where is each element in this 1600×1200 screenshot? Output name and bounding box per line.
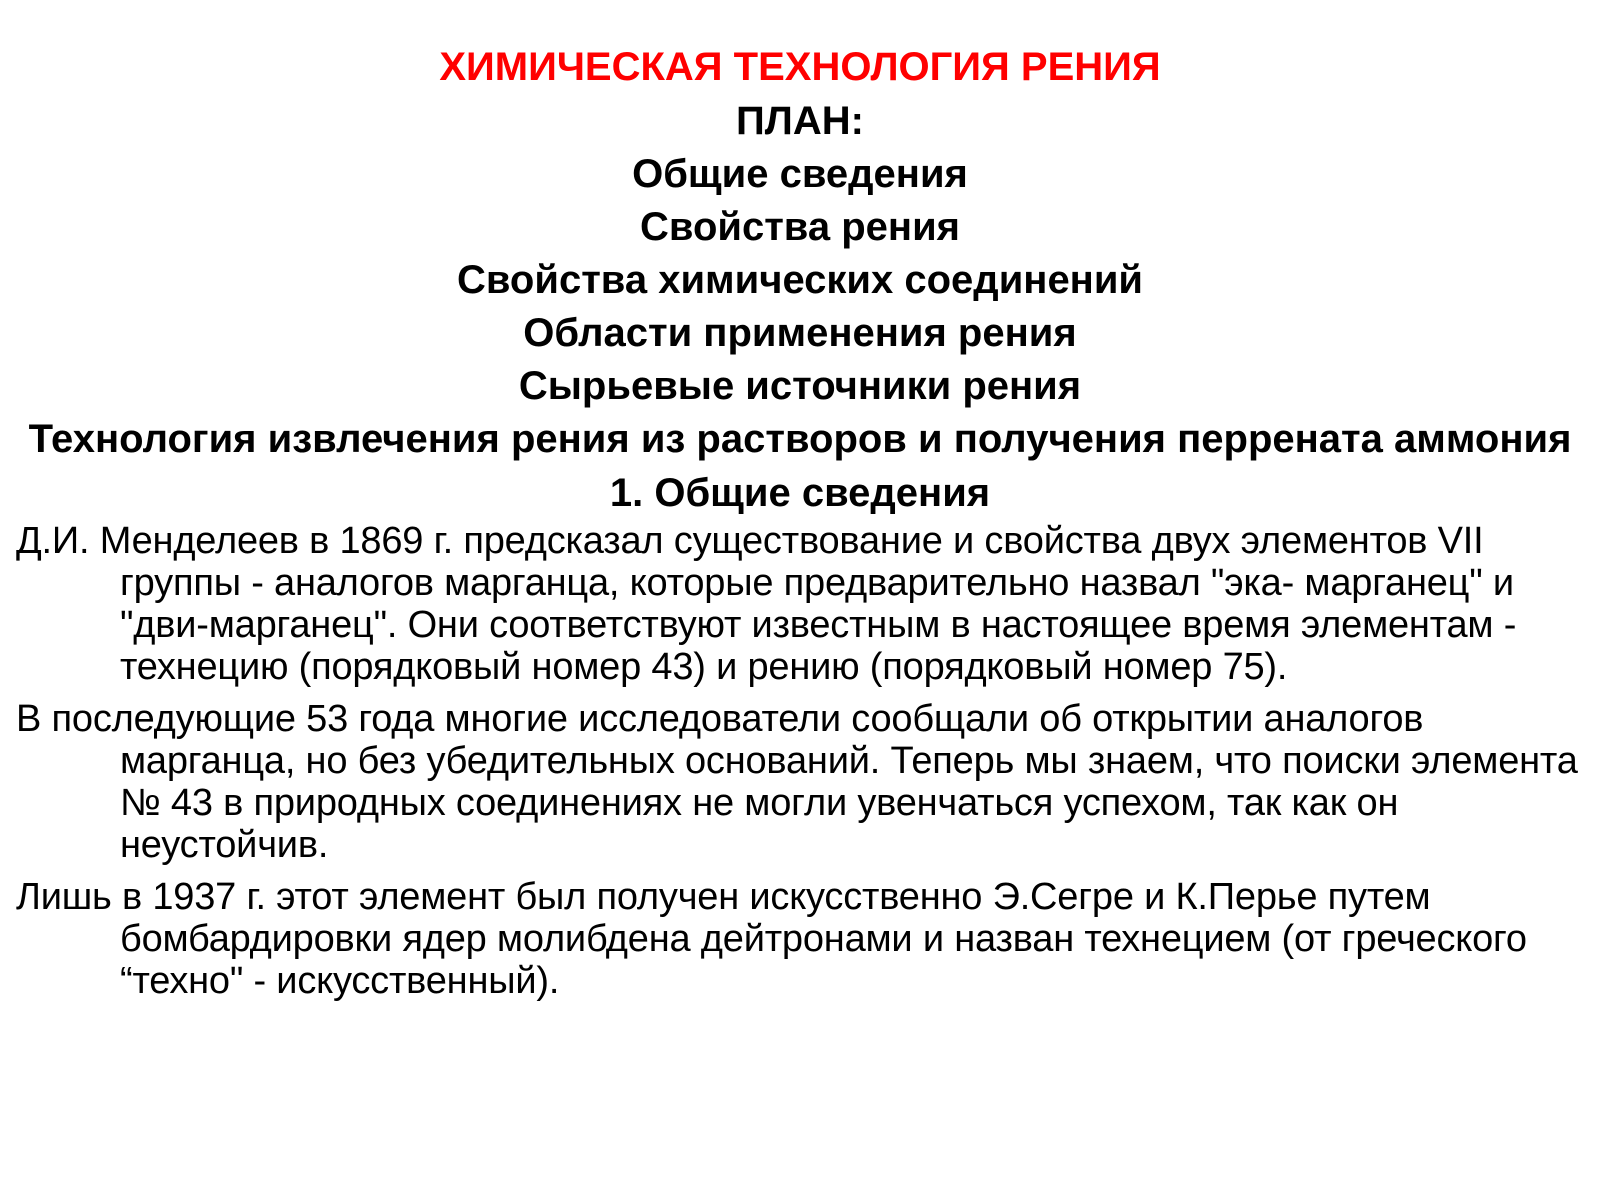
body-paragraph: В последующие 53 года многие исследователи сообщали об открытии аналогов марганца, но без убедительных оснований. Теперь мы знаем, что поиски элемента № 43 в природных соединениях не могли увенчаться успехом, так как он неустойчив. [16,698,1578,866]
plan-item: Свойства химических соединений [456,258,1144,302]
plan-heading: ПЛАН: [736,99,864,143]
slide-title: ХИМИЧЕСКАЯ ТЕХНОЛОГИЯ РЕНИЯ [439,45,1161,89]
plan-item: Общие сведения [632,152,968,196]
plan-item: Свойства рения [640,205,960,249]
body-paragraph: Д.И. Менделеев в 1869 г. предсказал существование и свойства двух элементов VII группы - аналогов марганца, которые предварительно назвал "эка- марганец" и "дви-марганец". Они соответствуют известным в настоящее время элементам - технецию (порядковый номер 43) и рению (порядковый номер 75). [16,520,1517,688]
plan-item: Технология извлечения рения из растворов и получения перрената аммония [28,417,1572,461]
plan-item: Области применения рения [523,311,1077,355]
body-paragraph: Лишь в 1937 г. этот элемент был получен искусственно Э.Сегре и К.Перье путем бомбардировки ядер молибдена дейтронами и назван технецием (от греческого “техно" - искусственный). [16,876,1527,1002]
plan-list [16,148,1584,466]
plan-item: Сырьевые источники рения [518,364,1082,408]
section-heading: 1. Общие сведения [609,471,991,515]
